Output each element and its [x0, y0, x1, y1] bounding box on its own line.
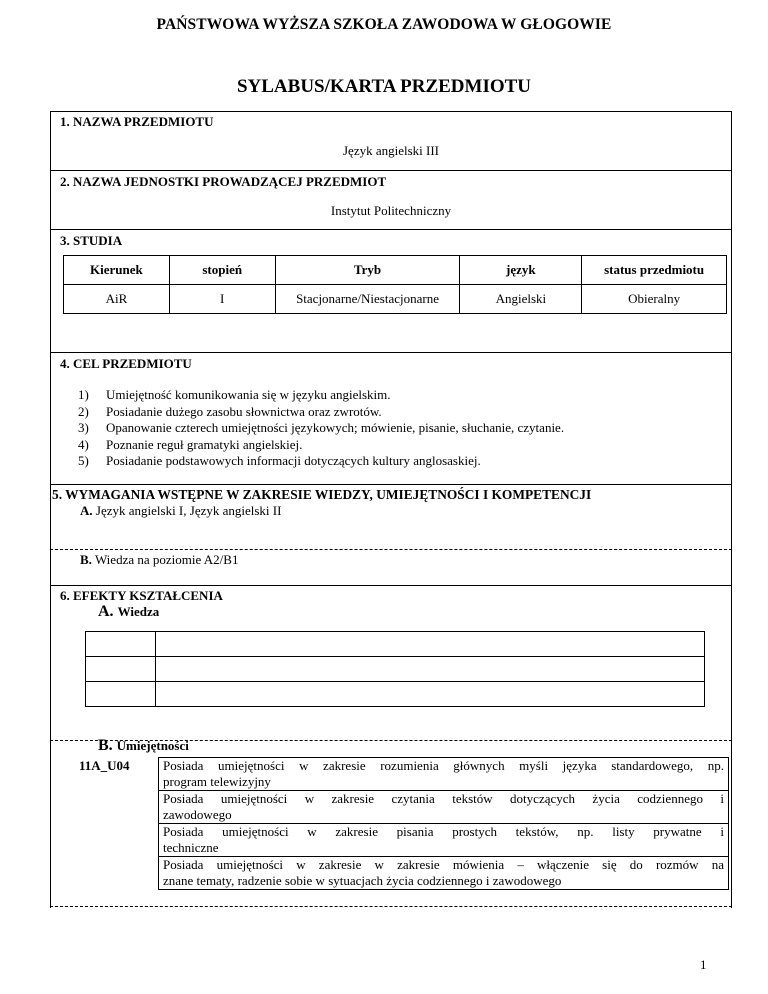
- divider: [50, 484, 732, 485]
- table-cell: Stacjonarne/Niestacjonarne: [275, 285, 460, 314]
- skill-code: 11A_U04: [79, 758, 130, 773]
- table-row: [159, 824, 729, 857]
- divider: [50, 585, 732, 586]
- prerequisite-b: B. Wiedza na poziomie A2/B1: [80, 552, 239, 567]
- divider: [50, 906, 732, 907]
- divider: [50, 170, 732, 171]
- table-cell: I: [169, 285, 275, 314]
- table-cell: AiR: [64, 285, 170, 314]
- section-6-heading: 6. EFEKTY KSZTAŁCENIA: [60, 588, 223, 603]
- list-item: 2) Posiadanie dużego zasobu słownictwa oraz zwrotów.: [78, 403, 382, 419]
- table-row: [159, 758, 729, 791]
- column-header: Tryb: [275, 256, 460, 285]
- skill-description: Posiada umiejętności w zakresie czytania tekstów dotyczących życia codziennego i zawodowego: [159, 791, 729, 824]
- column-header: stopień: [169, 256, 275, 285]
- column-header: Kierunek: [64, 256, 170, 285]
- column-header: status przedmiotu: [582, 256, 727, 285]
- divider: [50, 229, 732, 230]
- table-row: [64, 285, 727, 314]
- section-3-heading: 3. STUDIA: [60, 233, 123, 248]
- table-row: [86, 632, 705, 657]
- section-2-heading: 2. NAZWA JEDNOSTKI PROWADZĄCEJ PRZEDMIOT: [60, 174, 387, 189]
- list-item: 1) Umiejętność komunikowania się w języku angielskim.: [78, 387, 391, 402]
- table-header-row: [64, 256, 727, 285]
- skill-description: Posiada umiejętności w zakresie rozumienia głównych myśli języka standardowego, np. program telewizyjny: [159, 758, 729, 791]
- knowledge-table: [85, 631, 705, 707]
- table-row: [86, 657, 705, 682]
- university-name: PAŃSTWOWA WYŻSZA SZKOŁA ZAWODOWA W GŁOGOWIE: [156, 16, 612, 33]
- divider: [50, 352, 732, 353]
- knowledge-heading: A. Wiedza: [98, 603, 160, 620]
- skills-table: [158, 757, 729, 890]
- table-row: [86, 682, 705, 707]
- table-cell: Angielski: [460, 285, 582, 314]
- list-item: 5) Posiadanie podstawowych informacji dotyczących kultury anglosaskiej.: [78, 453, 481, 469]
- studies-table: [63, 255, 727, 314]
- table-cell: Obieralny: [582, 285, 727, 314]
- skill-description: Posiada umiejętności w zakresie w zakresie mówienia – włączenie się do rozmów na znane tematy, radzenie sobie w sytuacjach życia codziennego i zawodowego: [159, 857, 729, 890]
- divider: [50, 549, 732, 550]
- goals-list: [78, 387, 564, 470]
- column-header: język: [460, 256, 582, 285]
- document-title: SYLABUS/KARTA PRZEDMIOTU: [236, 76, 532, 97]
- list-item: 4) Poznanie reguł gramatyki angielskiej.: [78, 436, 303, 452]
- page-number: 1: [700, 957, 707, 972]
- section-5-heading: 5. WYMAGANIA WSTĘPNE W ZAKRESIE WIEDZY, UMIEJĘTNOŚCI I KOMPETENCJI: [52, 487, 592, 502]
- divider: [50, 111, 732, 112]
- table-row: [159, 791, 729, 824]
- unit-name: Instytut Politechniczny: [330, 203, 452, 218]
- section-4-heading: 4. CEL PRZEDMIOTU: [60, 356, 192, 371]
- table-row: [159, 857, 729, 890]
- skills-heading: B. Umiejętności: [98, 737, 189, 754]
- skill-description: Posiada umiejętności w zakresie pisania prostych tekstów, np. listy prywatne i techniczne: [159, 824, 729, 857]
- course-name: Język angielski III: [342, 143, 440, 158]
- section-1-heading: 1. NAZWA PRZEDMIOTU: [60, 114, 214, 129]
- list-item: 3) Opanowanie czterech umiejętności językowych; mówienie, pisanie, słuchanie, czytanie.: [78, 420, 565, 436]
- prerequisite-a: A. Język angielski I, Język angielski II: [80, 503, 282, 518]
